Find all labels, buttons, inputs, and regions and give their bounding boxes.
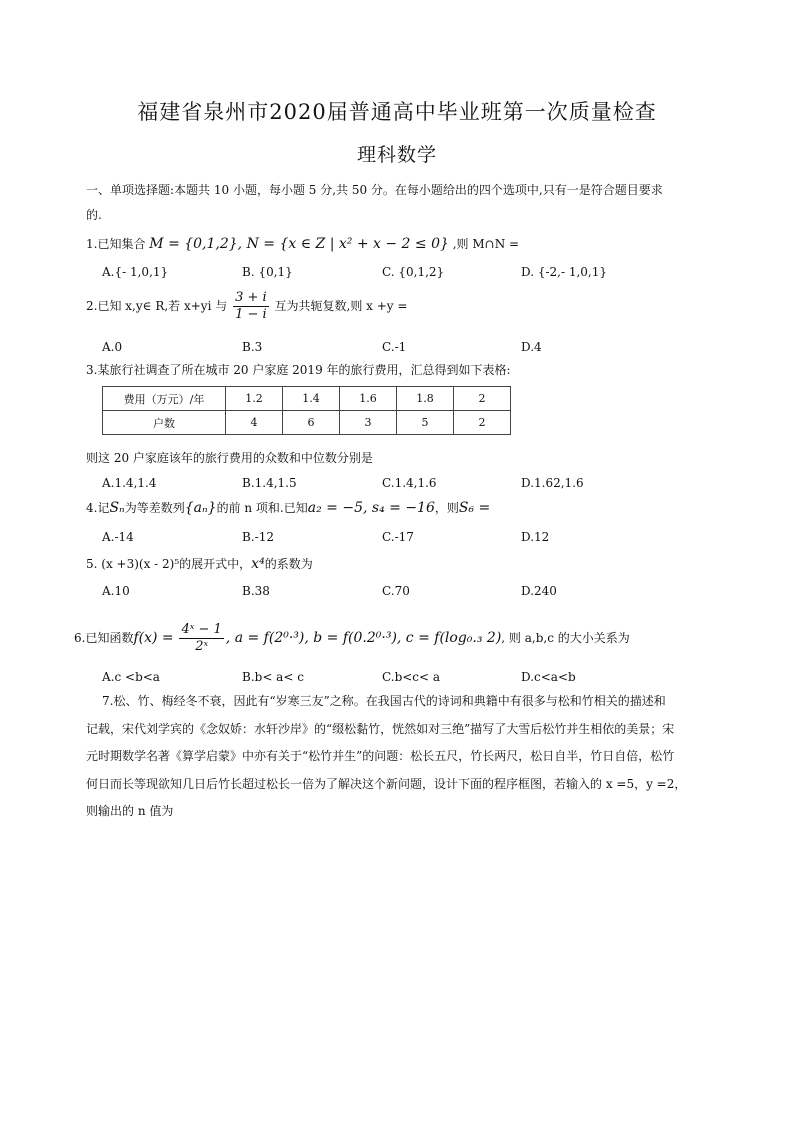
q2-option-d: D.4 [521,340,542,354]
q1-option-b: B. {0,1} [242,265,293,279]
q3-option-a: A.1.4,1.4 [102,476,157,490]
q1-option-c: C. {0,1,2} [382,265,445,279]
q2-option-c: C.-1 [382,340,407,354]
table-cell: 1.8 [397,387,454,411]
q5-option-d: D.240 [521,584,557,598]
paragraph-line: 何日而长等现欲知几日后竹长超过松长一倍为了解决这个新问题，设计下面的程序框图，若输入的 x =5，y =2， [86,776,687,791]
question-3: 3.某旅行社调查了所在城市 20 户家庭 2019 年的旅行费用，汇总得到如下表格: [86,363,511,377]
table-row [103,411,511,435]
table-cell: 2 [454,387,511,411]
q3-option-b: B.1.4,1.5 [242,476,297,490]
table-cell: 1.2 [226,387,283,411]
section-intro-cont: 的. [86,208,102,222]
complex-fraction: $\frac{3 + i}{1 - i}$ [235,290,267,322]
table-row [103,387,511,411]
q4-option-d: D.12 [521,530,550,544]
q1-option-d: D. {-2,- 1,0,1} [521,265,607,279]
q3-option-d: D.1.62,1.6 [521,476,584,490]
question-4: 4.记Sₙ为等差数列{aₙ}的前 n 项和.已知a₂ = −5, s₄ = −16，则S₆ = [86,500,491,516]
table-cell: 4 [226,411,283,435]
q5-option-c: C.70 [382,584,410,598]
expense-table [102,386,511,435]
q6-option-b: B.b< a< c [242,670,304,684]
table-cell: 户数 [103,411,226,435]
question-1: 1.已知集合 M = {0,1,2}, N = {x ∈ Z | x² + x − 2 ≤ 0} ,则 M∩N = [86,236,520,252]
paragraph-line: 7.松、竹、梅经冬不衰，因此有“岁寒三友”之称。在我国古代的诗词和典籍中有很多与松和竹相关的描述和 [102,694,666,708]
q6-option-a: A.c <b<a [102,670,160,684]
q2-option-a: A.0 [102,340,123,354]
question-6: 6.已知函数f(x) = $\frac{\text{4ˣ − 1}}{\text{2ˣ}}$ , a = f(2⁰·³), b = f(0.2⁰·³), c = f(log₀.₃ 2), 则 a,b,c 的大小关系为 [74,622,630,654]
table-cell: 6 [283,411,340,435]
question-7 [86,688,718,826]
q4-option-b: B.-12 [242,530,274,544]
question-5: 5. (x +3)(x - 2)⁵的展开式中，x⁴的系数为 [86,556,313,572]
table-cell: 1.4 [283,387,340,411]
q5-option-b: B.38 [242,584,270,598]
page-subtitle: 理科数学 [356,144,437,166]
q4-option-c: C.-17 [382,530,414,544]
function-fraction: $\frac{\text{4ˣ − 1}}{\text{2ˣ}}$ [181,622,222,654]
table-cell: 5 [397,411,454,435]
question-3-prompt: 则这 20 户家庭该年的旅行费用的众数和中位数分别是 [86,451,373,465]
table-cell: 3 [340,411,397,435]
q4-option-a: A.-14 [102,530,134,544]
table-cell: 2 [454,411,511,435]
q3-option-c: C.1.4,1.6 [382,476,437,490]
q5-option-a: A.10 [102,584,130,598]
set-expression: M = {0,1,2}, N = {x ∈ Z | x² + x − 2 ≤ 0} [149,236,449,252]
table-cell: 费用（万元）/年 [103,387,226,411]
page-title: 福建省泉州市2020届普通高中毕业班第一次质量检查 [137,100,657,124]
paragraph-line: 元时期数学名著《算学启蒙》中亦有关于“松竹并生”的问题：松长五尺，竹长两尺，松日自半，竹日自倍，松竹 [86,749,675,763]
q6-option-d: D.c<a<b [521,670,576,684]
question-2: 2.已知 x,y∈ R,若 x+yi 与 $\frac{3 + i}{1 - i}$ 互为共轭复数,则 x +y = [86,290,408,322]
paragraph-line: 则输出的 n 值为 [86,804,174,818]
paragraph-line: 记载，宋代刘学宾的《念奴娇：水轩沙岸》的“缀松黏竹，恍然如对三绝”描写了大雪后松竹并生相依的美景；宋 [86,721,675,736]
section-intro: 一、单项选择题:本题共 10 小题，每小题 5 分,共 50 分。在每小题给出的四个选项中,只有一是符合题目要求 [86,183,663,197]
q2-option-b: B.3 [242,340,263,354]
table-cell: 1.6 [340,387,397,411]
q6-option-c: C.b<c< a [382,670,441,684]
q1-option-a: A.{- 1,0,1} [102,265,169,279]
